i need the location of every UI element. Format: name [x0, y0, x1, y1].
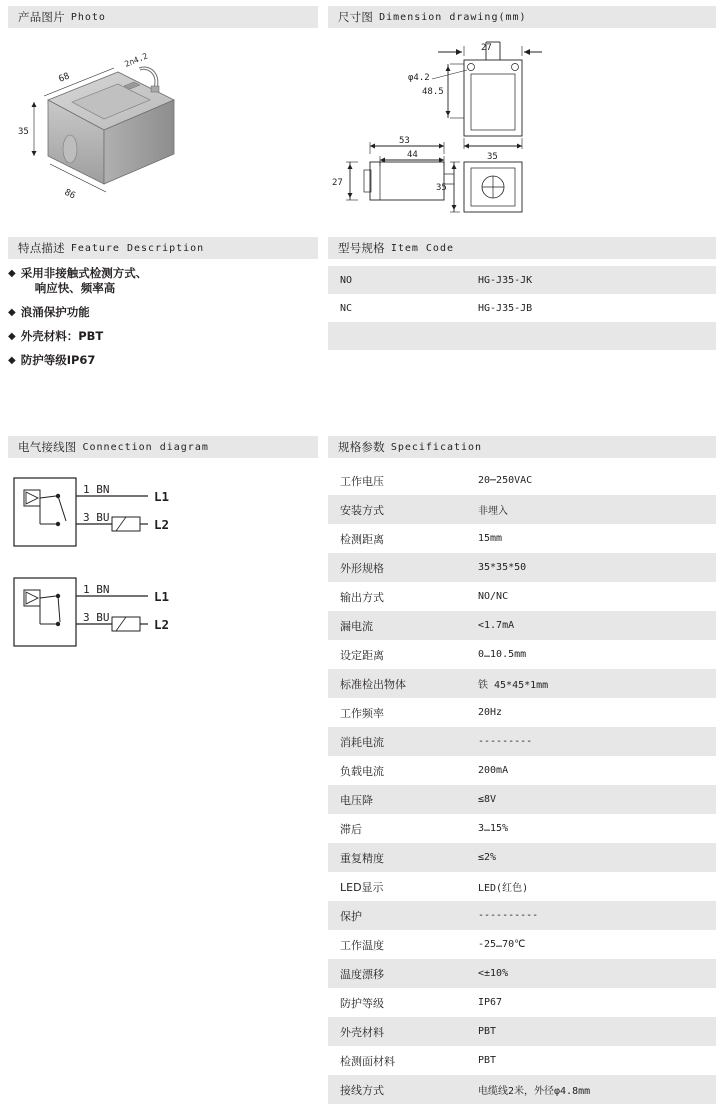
spec-value: PBT: [478, 1055, 497, 1066]
section-header-feature: [8, 237, 318, 259]
section-header-specification: [328, 436, 716, 458]
feature-item: [8, 353, 318, 368]
spec-key: 消耗电流: [340, 735, 384, 749]
table-row: [328, 988, 716, 1017]
table-row: [328, 814, 716, 843]
specification-table: [328, 466, 716, 1104]
section-title-en: Connection diagram: [82, 441, 209, 453]
spec-key: 温度漂移: [340, 967, 384, 981]
spec-value: 20⋯250VAC: [478, 475, 533, 486]
terminal-label-l1: L1: [154, 589, 170, 604]
spec-value: 铁 45*45*1mm: [478, 680, 549, 691]
spec-value: LED(红色): [478, 883, 529, 894]
table-row: [328, 872, 716, 901]
spec-value: PBT: [478, 1026, 497, 1037]
spec-value: ---------: [478, 736, 533, 747]
feature-text: 浪涌保护功能: [20, 305, 90, 319]
spec-key: 工作温度: [340, 938, 384, 952]
table-row: [328, 524, 716, 553]
spec-value: ----------: [478, 910, 539, 921]
table-row: [328, 611, 716, 640]
table-row: [328, 266, 716, 294]
photo-dim-86: 86: [62, 187, 77, 202]
spec-key: 工作频率: [340, 706, 384, 720]
product-photo: [8, 34, 318, 219]
diamond-icon: ◆: [8, 355, 16, 366]
table-row: [328, 553, 716, 582]
dim-label-485: 48.5: [422, 87, 444, 97]
feature-item: [8, 305, 318, 320]
dim-label-35-bottom: 35: [436, 183, 447, 193]
dim-label-44: 44: [407, 150, 418, 160]
dim-label-53: 53: [399, 136, 410, 146]
feature-text: 防护等级IP67: [20, 353, 96, 367]
spec-key: 安装方式: [340, 503, 384, 517]
item-code: HG-J35-JB: [478, 302, 533, 314]
table-row: [328, 322, 716, 350]
connection-diagram-svg: [8, 466, 318, 686]
spec-key: 外壳材料: [340, 1025, 384, 1039]
spec-value: -25…70℃: [478, 939, 526, 950]
spec-key: 保护: [340, 909, 362, 923]
section-title-cn: 特点描述: [18, 241, 65, 255]
spec-key: 外形规格: [340, 561, 384, 575]
spec-value: <±10%: [478, 968, 509, 979]
photo-dim-68: 68: [57, 71, 72, 85]
table-row: [328, 698, 716, 727]
section-header-connection: [8, 436, 318, 458]
spec-key: 电压降: [340, 793, 373, 807]
wire-label-bn: 1 BN: [83, 483, 110, 496]
table-row: [328, 785, 716, 814]
spec-key: 检测距离: [340, 532, 384, 546]
spec-key: 接线方式: [340, 1083, 384, 1097]
feature-text: 采用非接触式检测方式、 响应快、频率高: [20, 266, 148, 295]
section-header-item-code: [328, 237, 716, 259]
diamond-icon: ◆: [8, 307, 16, 318]
spec-key: 漏电流: [340, 619, 373, 633]
item-type: NO: [340, 274, 353, 286]
spec-value: ≤2%: [478, 852, 497, 863]
section-title-en: Specification: [390, 441, 483, 453]
section-header-dimension: [328, 6, 716, 28]
diamond-icon: ◆: [8, 331, 16, 342]
table-row: [328, 727, 716, 756]
wire-label-bn: 1 BN: [83, 583, 110, 596]
connection-diagram: [8, 466, 318, 686]
spec-key: 滞后: [340, 822, 362, 836]
dim-label-27-left: 27: [332, 178, 343, 188]
terminal-label-l2: L2: [154, 517, 170, 532]
spec-key: 负载电流: [340, 764, 384, 778]
section-title-en: Feature Description: [70, 242, 205, 254]
product-photo-drawing: [8, 34, 318, 219]
section-title-cn: 产品图片: [18, 10, 65, 24]
spec-key: 防护等级: [340, 996, 384, 1010]
dim-label-35-top: 35: [487, 152, 498, 162]
table-row: [328, 1075, 716, 1104]
spec-value: ≤8V: [478, 794, 497, 805]
feature-item: [8, 329, 318, 344]
item-type: NC: [340, 302, 353, 314]
spec-value: 15mm: [478, 533, 503, 544]
table-row: [328, 495, 716, 524]
spec-value: 35*35*50: [478, 562, 527, 573]
photo-dim-35: 35: [18, 127, 29, 137]
spec-value: 3…15%: [478, 823, 509, 834]
terminal-label-l1: L1: [154, 489, 170, 504]
spec-key: 工作电压: [340, 474, 384, 488]
spec-key: 标准检出物体: [340, 677, 406, 691]
section-title-cn: 规格参数: [338, 440, 385, 454]
dimension-drawing-svg: [328, 34, 716, 219]
spec-key: 输出方式: [340, 590, 384, 604]
spec-key: 重复精度: [340, 851, 384, 865]
diamond-icon: ◆: [8, 268, 16, 279]
table-row: [328, 640, 716, 669]
item-code: HG-J35-JK: [478, 274, 533, 286]
table-row: [328, 294, 716, 322]
section-title-cn: 电气接线图: [18, 440, 77, 454]
spec-key: 设定距离: [340, 648, 384, 662]
spec-key: 检测面材料: [340, 1054, 395, 1068]
spec-value: <1.7mA: [478, 620, 515, 631]
wire-label-bu: 3 BU: [83, 511, 110, 524]
table-row: [328, 1017, 716, 1046]
feature-text: 外壳材料：PBT: [20, 329, 104, 343]
section-title-en: Dimension drawing(mm): [379, 11, 527, 23]
dimension-drawing: [328, 34, 716, 219]
section-title-en: Item Code: [390, 242, 454, 254]
table-row: [328, 930, 716, 959]
spec-value: 20Hz: [478, 707, 503, 718]
wire-label-bu: 3 BU: [83, 611, 110, 624]
table-row: [328, 901, 716, 930]
spec-value: 电缆线2米，外径φ4.8mm: [478, 1086, 591, 1097]
terminal-label-l2: L2: [154, 617, 170, 632]
photo-dim-hole: 2∩4.2: [123, 51, 150, 69]
item-code-table: [328, 266, 716, 350]
spec-value: 0…10.5mm: [478, 649, 527, 660]
section-title-cn: 尺寸图: [338, 10, 374, 24]
table-row: [328, 1046, 716, 1075]
spec-value: NO/NC: [478, 591, 509, 602]
table-row: [328, 843, 716, 872]
spec-key: LED显示: [340, 880, 384, 894]
table-row: [328, 582, 716, 611]
section-title-en: Photo: [70, 11, 106, 23]
spec-value: 非埋入: [478, 506, 508, 517]
table-row: [328, 669, 716, 698]
dim-label-phi42: φ4.2: [408, 73, 430, 83]
feature-item: [8, 266, 318, 296]
spec-value: 200mA: [478, 765, 509, 776]
table-row: [328, 466, 716, 495]
spec-value: IP67: [478, 997, 503, 1008]
section-title-cn: 型号规格: [338, 241, 385, 255]
dim-label-27-top: 27: [481, 43, 492, 53]
table-row: [328, 756, 716, 785]
table-row: [328, 959, 716, 988]
section-header-photo: [8, 6, 318, 28]
feature-list: [8, 266, 318, 377]
